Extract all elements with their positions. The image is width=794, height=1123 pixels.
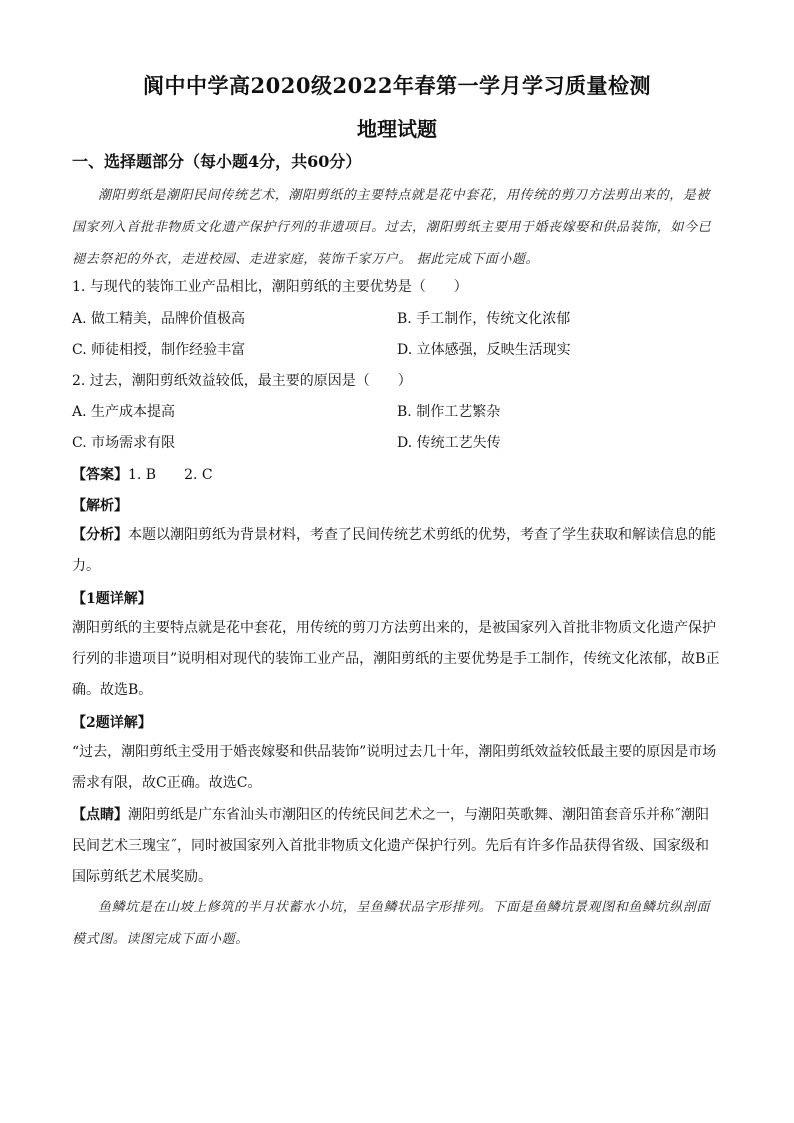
detail1-heading [72, 588, 152, 608]
fenxi-text: 本题以潮阳剪纸为背景材料，考查了民间传统艺术剪纸的优势，考查了学生获取和解读信息的能力。 [72, 527, 716, 574]
answer-tag: 【答案】 [72, 467, 128, 483]
dianjing-text: 潮阳剪纸是广东省汕头市潮阳区的传统民间艺术之一，与潮阳英歌舞、潮阳笛套音乐并称˝潮阳民间艺术三瑰宝˝，同时被国家列入首批非物质文化遗产保护行列。先后有许多作品获得省级、国家级和国际剪纸艺术展奖励。 [72, 807, 709, 885]
detail2-tag: 【2题详解】 [72, 715, 152, 731]
detail2-heading [72, 712, 152, 732]
section-heading: 一、选择题部分（每小题4分，共60分） [72, 152, 362, 171]
q2-option-b: B. 制作工艺繁杂 [397, 404, 501, 420]
question-1: 1. 与现代的装饰工业产品相比，潮阳剪纸的主要优势是（ ） [72, 279, 468, 295]
detail1-tag: 【1题详解】 [72, 591, 152, 607]
answer-text: 1. B 2. C [128, 467, 213, 483]
q1-option-d: D. 立体感强，反映生活现实 [397, 342, 571, 358]
q1-option-b: B. 手工制作，传统文化浓郁 [397, 311, 571, 327]
answer-line [72, 464, 213, 484]
fenxi-tag: 【分析】 [72, 527, 128, 543]
q1-option-c: C. 师徒相授，制作经验丰富 [72, 342, 246, 358]
page-title: 阆中中学高2020级2022年春第一学月学习质量检测 [143, 73, 651, 98]
q2-option-a: A. 生产成本提高 [72, 404, 176, 420]
q2-option-d: D. 传统工艺失传 [397, 435, 501, 451]
detail2-paragraph: “过去，潮阳剪纸主受用于婚丧嫁娶和供品装饰”说明过去几十年，潮阳剪纸效益较低最主要的原因是市场需求有限，故C正确。故选C。 [72, 744, 717, 791]
fenxi-paragraph [72, 520, 722, 582]
q2-option-c: C. 市场需求有限 [72, 435, 176, 451]
reading-passage-1: 潮阳剪纸是潮阳民间传统艺术，潮阳剪纸的主要特点就是花中套花，用传统的剪刀方法剪出来的，是被国家列入首批非物质文化遗产保护行列的非遗项目。过去，潮阳剪纸主要用于婚丧嫁娶和供品装饰，如今已褪去祭祀的外衣，走进校园、走进家庭，装饰千家万户。 据此完成下面小题。 [72, 188, 712, 267]
page-subtitle: 地理试题 [357, 117, 437, 141]
q1-option-a: A. 做工精美，品牌价值极高 [72, 311, 246, 327]
dianjing-paragraph [72, 800, 722, 893]
question-2: 2. 过去，潮阳剪纸效益较低，最主要的原因是（ ） [72, 373, 412, 389]
detail1-paragraph: 潮阳剪纸的主要特点就是花中套花，用传统的剪刀方法剪出来的，是被国家列入首批非物质文化遗产保护行列的非遗项目”说明相对现代的装饰工业产品，潮阳剪纸的主要优势是手工制作，传统文化浓郁，故B正确。故选B。 [72, 620, 720, 698]
reading-passage-2: 鱼鳞坑是在山坡上修筑的半月状蓄水小坑，呈鱼鳞状品字形排列。下面是鱼鳞坑景观图和鱼鳞坑纵剖面模式图。读图完成下面小题。 [72, 900, 711, 947]
analysis-heading [72, 495, 128, 515]
analysis-tag: 【解析】 [72, 498, 128, 514]
dianjing-tag: 【点睛】 [72, 807, 128, 823]
